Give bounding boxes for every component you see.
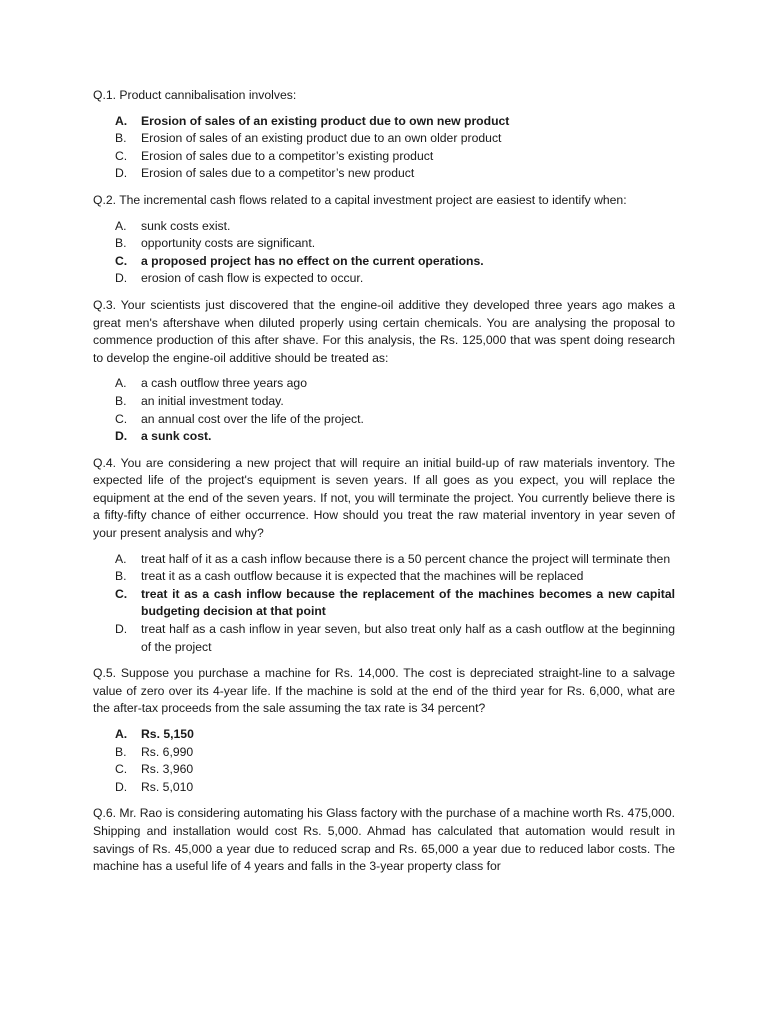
option-b [93, 235, 675, 253]
option-text: Rs. 5,150 [141, 727, 194, 741]
question-4 [93, 455, 675, 657]
options-list [93, 551, 675, 657]
option-c [93, 411, 675, 429]
option-text: treat half as a cash inflow in year seven, but also treat only half as a cash outflow at the beginning of the project [141, 622, 675, 654]
option-text: erosion of cash flow is expected to occur. [141, 271, 364, 286]
option-text: Rs. 6,990 [141, 744, 194, 759]
options-list [93, 375, 675, 445]
option-a [93, 113, 675, 131]
question-text: Q.3. Your scientists just discovered that the engine-oil additive they developed three years ago makes a great men's aftershave when diluted properly using certain chemicals. You are analysing the proposal to commence production of this after shave. For this analysis, the Rs. 125,000 that was spent doing research to develop the engine-oil additive should be treated as: [93, 297, 675, 365]
options-list [93, 218, 675, 288]
question-text: Q.6. Mr. Rao is considering automating his Glass factory with the purchase of a machine worth Rs. 475,000. Shipping and installation would cost Rs. 5,000. Ahmad has calculated that automation would result in savings of Rs. 45,000 a year due to reduced scrap and Rs. 65,000 a year due to reduced labor costs. The machine has a useful life of 4 years and falls in the 3-year property class for [93, 806, 675, 874]
option-text: Rs. 5,010 [141, 779, 194, 794]
question-text: Q.4. You are considering a new project that will require an initial build-up of raw materials inventory. The expected life of the project's equipment is seven years. If all goes as you expect, you will replace the equipment at the end of the seven years. If not, you will terminate the project. You currently believe there is a fifty-fifty chance of either occurrence. How should you treat the raw material inventory in year seven of your present analysis and why? [93, 455, 675, 541]
option-letter: C. [115, 762, 128, 777]
option-letter: B. [115, 236, 127, 251]
option-letter: D. [115, 271, 128, 286]
option-text: a cash outflow three years ago [141, 376, 307, 391]
option-letter: D. [115, 429, 128, 444]
option-text: Erosion of sales due to a competitor’s existing product [141, 148, 434, 163]
option-c [93, 253, 675, 271]
option-letter: C. [115, 148, 128, 163]
option-text: an initial investment today. [141, 393, 284, 408]
option-text: sunk costs exist. [141, 218, 231, 233]
option-letter: B. [115, 131, 127, 146]
option-a [93, 375, 675, 393]
option-d [93, 270, 675, 288]
document-page [93, 87, 675, 876]
option-letter: D. [115, 166, 128, 181]
question-5 [93, 665, 675, 796]
option-letter: B. [115, 569, 127, 584]
question-text: Q.5. Suppose you purchase a machine for Rs. 14,000. The cost is depreciated straight-line to a salvage value of zero over its 4-year life. If the machine is sold at the end of the third year for Rs. 6,000, what are the after-tax proceeds from the sale assuming the tax rate is 34 percent? [93, 666, 675, 716]
option-c [93, 586, 675, 621]
options-list [93, 113, 675, 183]
option-d [93, 165, 675, 183]
option-text: a proposed project has no effect on the current operations. [141, 253, 484, 268]
option-text: Erosion of sales of an existing product due to own new product [141, 113, 510, 128]
option-letter: B. [115, 393, 127, 408]
option-letter: A. [115, 727, 128, 741]
option-a [93, 218, 675, 236]
option-letter: A. [115, 376, 127, 391]
option-text: Erosion of sales of an existing product due to an own older product [141, 131, 502, 146]
option-text: treat it as a cash outflow because it is expected that the machines will be replaced [141, 569, 584, 584]
question-2 [93, 192, 675, 288]
question-text: Q.2. The incremental cash flows related to a capital investment project are easiest to identify when: [93, 192, 627, 207]
option-d [93, 428, 675, 446]
option-letter: C. [115, 411, 128, 426]
option-text: Rs. 3,960 [141, 762, 194, 777]
question-1 [93, 87, 675, 183]
option-b [93, 393, 675, 411]
option-b [93, 744, 675, 762]
option-a [93, 551, 675, 569]
option-c [93, 148, 675, 166]
option-text: an annual cost over the life of the project. [141, 411, 364, 426]
option-letter: A. [115, 551, 127, 566]
option-b [93, 130, 675, 148]
option-text: treat it as a cash inflow because the replacement of the machines becomes a new capital budgeting decision at that point [141, 586, 675, 619]
option-text: a sunk cost. [141, 429, 212, 444]
option-letter: D. [115, 779, 128, 794]
question-6 [93, 805, 675, 875]
option-c [93, 761, 675, 779]
option-letter: C. [115, 586, 128, 601]
option-letter: D. [115, 622, 128, 637]
option-letter: A. [115, 218, 127, 233]
option-letter: A. [115, 113, 128, 128]
option-letter: C. [115, 253, 128, 268]
question-text: Q.1. Product cannibalisation involves: [93, 88, 297, 102]
option-b [93, 568, 675, 586]
question-3 [93, 297, 675, 446]
option-a [93, 726, 675, 744]
options-list [93, 726, 675, 796]
option-text: treat half of it as a cash inflow because there is a 50 percent chance the project will terminate then [141, 551, 671, 566]
option-d [93, 621, 675, 656]
option-d [93, 779, 675, 797]
option-letter: B. [115, 744, 127, 759]
option-text: opportunity costs are significant. [141, 236, 316, 251]
option-text: Erosion of sales due to a competitor’s new product [141, 166, 415, 181]
